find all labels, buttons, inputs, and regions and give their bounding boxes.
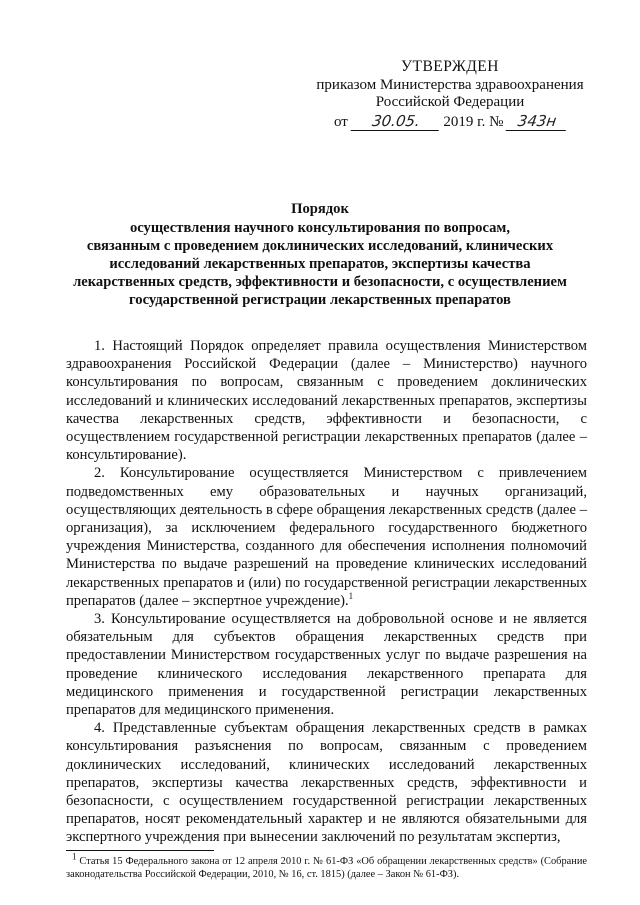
footnote-mark: 1: [72, 851, 77, 862]
footnote-text: Статья 15 Федерального закона от 12 апреля 2010 г. № 61-ФЗ «Об обращении лекарственных средств» (Собрание законодательства Российской Федерации, 2010, № 16, ст. 1815) (далее – Закон № 61-ФЗ).: [66, 856, 587, 880]
approval-block: [300, 58, 600, 111]
order-ot-label: от: [334, 114, 348, 130]
document-body: [66, 337, 587, 847]
title-line: государственной регистрации лекарственных препаратов: [129, 292, 511, 308]
paragraph-2-text: 2. Консультирование осуществляется Министерством с привлечением подведомственных ему образовательных и научных организаций, осуществляющих деятельность в сфере обращения лекарственных средств (далее – организация), за исключением федерального государственного бюджетного учреждения Министерства, созданного для обеспечения исполнения полномочий Министерства по выдаче разрешений на проведение клинических исследований лекарственных препаратов и (или) по государственной регистрации лекарственных препаратов (далее – экспертное учреждение).: [66, 465, 587, 609]
footnote: [66, 851, 587, 881]
footnote-divider: [66, 850, 214, 851]
handwritten-date: 30.05.: [350, 112, 441, 131]
title-line: связанным с проведением доклинических исследований, клинических: [86, 238, 554, 254]
order-year-label: 2019 г. №: [443, 114, 504, 130]
title-line: лекарственных средств, эффективности и безопасности, с осуществлением: [73, 274, 567, 290]
title-line: исследований лекарственных препаратов, экспертизы качества: [109, 256, 531, 272]
paragraph-4: 4. Представленные субъектам обращения лекарственных средств в рамках консультирования разъяснения по вопросам, связанным с проведением доклинических исследований, клинических исследований лекарственных препаратов, экспертизы качества лекарственных средств, эффективности и безопасности, с осуществлением государственной регистрации лекарственных препаратов, носят рекомендательный характер и не являются обязательными для экспертного учреждения при вынесении заключений по результатам экспертиз,: [66, 720, 587, 846]
order-date-number: [334, 112, 567, 131]
paragraph-3: 3. Консультирование осуществляется на добровольной основе и не является обязательным для субъектов обращения лекарственных средств при предоставлении Министерством государственных услуг по выдаче разрешения на проведение клинического исследования лекарственного препарата для медицинского применения и государственной регистрации лекарственных препаратов для медицинского применения.: [66, 611, 587, 719]
document-title: [40, 200, 600, 309]
handwritten-order-number: 343н: [506, 112, 569, 131]
title-heading: Порядок: [291, 201, 349, 217]
footnote-reference: 1: [348, 590, 354, 601]
paragraph-2: [66, 464, 587, 610]
title-line: осуществления научного консультирования по вопросам,: [129, 220, 511, 236]
approval-line-ministry: приказом Министерства здравоохранения: [316, 77, 584, 93]
approval-heading: УТВЕРЖДЕН: [401, 58, 499, 75]
paragraph-1: 1. Настоящий Порядок определяет правила осуществления Министерством здравоохранения Российской Федерации (далее – Министерство) научного консультирования по вопросам, связанным с проведением доклинических исследований и клинических исследований лекарственных препаратов, экспертизы качества лекарственных средств, эффективности и безопасности, с осуществлением государственной регистрации лекарственных препаратов (далее – консультирование).: [66, 338, 587, 464]
approval-line-country: Российской Федерации: [375, 94, 525, 110]
